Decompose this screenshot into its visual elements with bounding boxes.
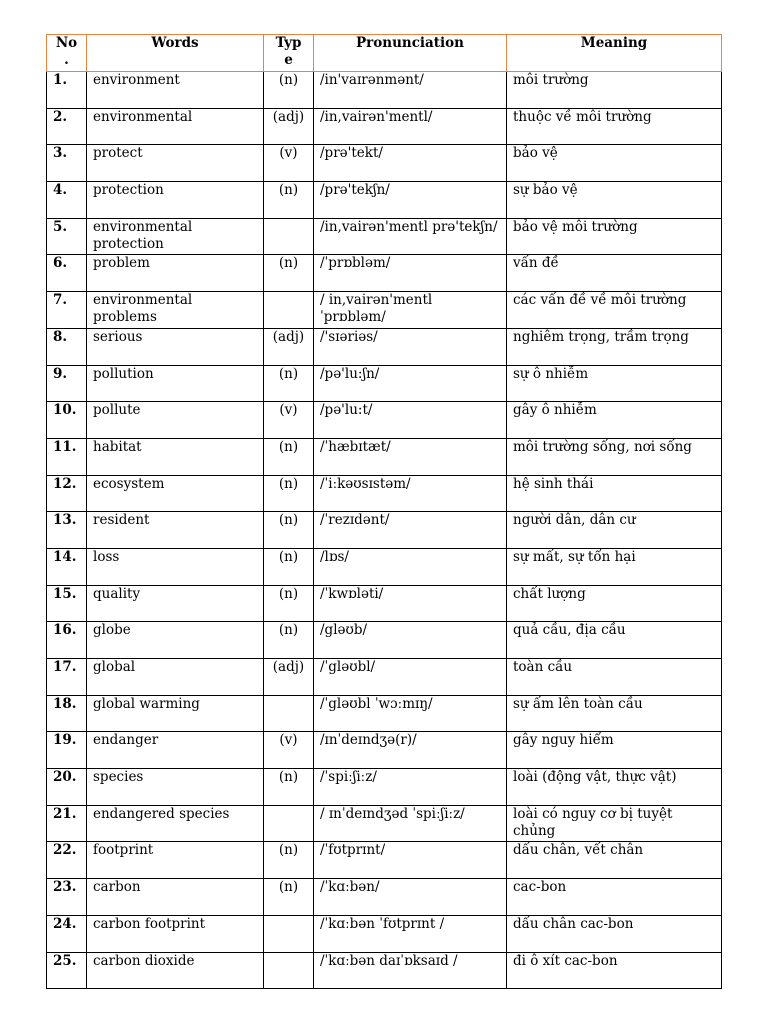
- word-cell: environmental: [87, 108, 264, 145]
- type-cell: (adj): [264, 108, 314, 145]
- meaning-cell: nghiêm trọng, trầm trọng: [507, 328, 722, 365]
- type-cell: (n): [264, 622, 314, 659]
- word-cell: environmental protection: [87, 218, 264, 255]
- table-row: [47, 548, 722, 585]
- word-cell: environment: [87, 72, 264, 109]
- type-cell: (n): [264, 475, 314, 512]
- vocabulary-table: [46, 34, 722, 989]
- type-cell: (n): [264, 548, 314, 585]
- table-row: [47, 438, 722, 475]
- table-header: [47, 35, 722, 72]
- meaning-cell: quả cầu, địa cầu: [507, 622, 722, 659]
- row-number: 16.: [47, 622, 87, 659]
- word-cell: ecosystem: [87, 475, 264, 512]
- pronunciation-cell: /pə'lu:ʃn/: [314, 365, 507, 402]
- type-cell: [264, 292, 314, 329]
- pronunciation-cell: /ˈkɑːbən daɪˈɒksaɪd /: [314, 952, 507, 989]
- table-row: [47, 695, 722, 732]
- row-number: 2.: [47, 108, 87, 145]
- row-number: 23.: [47, 879, 87, 916]
- pronunciation-cell: /'sɪəriəs/: [314, 328, 507, 365]
- meaning-cell: môi trường: [507, 72, 722, 109]
- word-cell: pollute: [87, 402, 264, 439]
- header-words: Words: [87, 35, 264, 72]
- meaning-cell: gây ô nhiễm: [507, 402, 722, 439]
- word-cell: endanger: [87, 732, 264, 769]
- row-number: 6.: [47, 255, 87, 292]
- meaning-cell: sự mất, sự tổn hại: [507, 548, 722, 585]
- pronunciation-cell: / ɪnˈdeɪndʒəd ˈspiːʃiːz/: [314, 805, 507, 842]
- table-row: [47, 182, 722, 219]
- table-row: [47, 805, 722, 842]
- word-cell: habitat: [87, 438, 264, 475]
- meaning-cell: vấn đề: [507, 255, 722, 292]
- table-row: [47, 732, 722, 769]
- row-number: 19.: [47, 732, 87, 769]
- type-cell: (n): [264, 255, 314, 292]
- type-cell: (n): [264, 438, 314, 475]
- table-row: [47, 72, 722, 109]
- row-number: 11.: [47, 438, 87, 475]
- table-row: [47, 659, 722, 696]
- row-number: 5.: [47, 218, 87, 255]
- meaning-cell: môi trường sống, nơi sống: [507, 438, 722, 475]
- type-cell: [264, 952, 314, 989]
- word-cell: serious: [87, 328, 264, 365]
- meaning-cell: đi ô xít cac-bon: [507, 952, 722, 989]
- meaning-cell: loài (động vật, thực vật): [507, 769, 722, 806]
- type-cell: (n): [264, 512, 314, 549]
- word-cell: environmental problems: [87, 292, 264, 329]
- pronunciation-cell: /ˈgləʊbl/: [314, 659, 507, 696]
- word-cell: footprint: [87, 842, 264, 879]
- table-row: [47, 842, 722, 879]
- header-row: [47, 35, 722, 72]
- word-cell: species: [87, 769, 264, 806]
- pronunciation-cell: /ˈprɒbləm/: [314, 255, 507, 292]
- type-cell: (n): [264, 879, 314, 916]
- meaning-cell: hệ sinh thái: [507, 475, 722, 512]
- word-cell: problem: [87, 255, 264, 292]
- type-cell: (adj): [264, 659, 314, 696]
- word-cell: carbon dioxide: [87, 952, 264, 989]
- meaning-cell: chất lượng: [507, 585, 722, 622]
- word-cell: endangered species: [87, 805, 264, 842]
- table-row: [47, 622, 722, 659]
- header-no: No .: [47, 35, 87, 72]
- row-number: 17.: [47, 659, 87, 696]
- type-cell: (n): [264, 769, 314, 806]
- table-row: [47, 145, 722, 182]
- type-cell: (n): [264, 585, 314, 622]
- type-cell: [264, 695, 314, 732]
- type-cell: [264, 805, 314, 842]
- pronunciation-cell: /lɒs/: [314, 548, 507, 585]
- word-cell: protect: [87, 145, 264, 182]
- table-row: [47, 108, 722, 145]
- pronunciation-cell: /ˈrezɪdənt/: [314, 512, 507, 549]
- meaning-cell: người dân, dân cư: [507, 512, 722, 549]
- row-number: 4.: [47, 182, 87, 219]
- table-row: [47, 915, 722, 952]
- pronunciation-cell: /ˈfʊtprɪnt/: [314, 842, 507, 879]
- table-body: [47, 72, 722, 989]
- row-number: 25.: [47, 952, 87, 989]
- table-row: [47, 402, 722, 439]
- meaning-cell: các vấn đề về môi trường: [507, 292, 722, 329]
- meaning-cell: dấu chân cac-bon: [507, 915, 722, 952]
- pronunciation-cell: /ˈiːkəʊsɪstəm/: [314, 475, 507, 512]
- meaning-cell: loài có nguy cơ bị tuyệt chủng: [507, 805, 722, 842]
- row-number: 21.: [47, 805, 87, 842]
- meaning-cell: bảo vệ: [507, 145, 722, 182]
- type-cell: (v): [264, 145, 314, 182]
- word-cell: carbon: [87, 879, 264, 916]
- table-row: [47, 769, 722, 806]
- header-meaning: Meaning: [507, 35, 722, 72]
- row-number: 13.: [47, 512, 87, 549]
- row-number: 14.: [47, 548, 87, 585]
- meaning-cell: thuộc về môi trường: [507, 108, 722, 145]
- meaning-cell: gây nguy hiểm: [507, 732, 722, 769]
- table-row: [47, 255, 722, 292]
- row-number: 7.: [47, 292, 87, 329]
- table-row: [47, 328, 722, 365]
- pronunciation-cell: /in'vaɪrənmənt/: [314, 72, 507, 109]
- word-cell: global: [87, 659, 264, 696]
- type-cell: (n): [264, 182, 314, 219]
- word-cell: globe: [87, 622, 264, 659]
- row-number: 10.: [47, 402, 87, 439]
- word-cell: loss: [87, 548, 264, 585]
- table-row: [47, 512, 722, 549]
- table-row: [47, 365, 722, 402]
- table-row: [47, 292, 722, 329]
- pronunciation-cell: /ˈkwɒləti/: [314, 585, 507, 622]
- row-number: 22.: [47, 842, 87, 879]
- pronunciation-cell: /prə'tekʃn/: [314, 182, 507, 219]
- type-cell: (n): [264, 365, 314, 402]
- row-number: 8.: [47, 328, 87, 365]
- pronunciation-cell: /ˈgləʊbl ˈwɔːmɪŋ/: [314, 695, 507, 732]
- word-cell: carbon footprint: [87, 915, 264, 952]
- word-cell: quality: [87, 585, 264, 622]
- meaning-cell: dấu chân, vết chân: [507, 842, 722, 879]
- type-cell: (v): [264, 732, 314, 769]
- meaning-cell: cac-bon: [507, 879, 722, 916]
- row-number: 18.: [47, 695, 87, 732]
- pronunciation-cell: /prə'tekt/: [314, 145, 507, 182]
- header-type: Typ e: [264, 35, 314, 72]
- meaning-cell: sự ô nhiễm: [507, 365, 722, 402]
- type-cell: [264, 915, 314, 952]
- row-number: 20.: [47, 769, 87, 806]
- pronunciation-cell: /ˈkɑːbən/: [314, 879, 507, 916]
- table-row: [47, 879, 722, 916]
- type-cell: [264, 218, 314, 255]
- pronunciation-cell: /ˈkɑːbən ˈfʊtprɪnt /: [314, 915, 507, 952]
- row-number: 1.: [47, 72, 87, 109]
- header-pronunciation: Pronunciation: [314, 35, 507, 72]
- meaning-cell: toàn cầu: [507, 659, 722, 696]
- pronunciation-cell: /ˈhæbɪtæt/: [314, 438, 507, 475]
- meaning-cell: sự ấm lên toàn cầu: [507, 695, 722, 732]
- row-number: 3.: [47, 145, 87, 182]
- meaning-cell: sự bảo vệ: [507, 182, 722, 219]
- word-cell: resident: [87, 512, 264, 549]
- table-row: [47, 585, 722, 622]
- table-row: [47, 952, 722, 989]
- row-number: 9.: [47, 365, 87, 402]
- table-row: [47, 218, 722, 255]
- pronunciation-cell: /pə'lu:t/: [314, 402, 507, 439]
- pronunciation-cell: /ˈspiːʃiːz/: [314, 769, 507, 806]
- pronunciation-cell: / in,vairən'mentl ˈprɒbləm/: [314, 292, 507, 329]
- word-cell: protection: [87, 182, 264, 219]
- type-cell: (n): [264, 842, 314, 879]
- type-cell: (adj): [264, 328, 314, 365]
- pronunciation-cell: /gləʊb/: [314, 622, 507, 659]
- table-row: [47, 475, 722, 512]
- meaning-cell: bảo vệ môi trường: [507, 218, 722, 255]
- pronunciation-cell: /in,vairən'mentl prə'tekʃn/: [314, 218, 507, 255]
- pronunciation-cell: /in,vairən'mentl/: [314, 108, 507, 145]
- type-cell: (v): [264, 402, 314, 439]
- type-cell: (n): [264, 72, 314, 109]
- pronunciation-cell: /ɪnˈdeɪndʒə(r)/: [314, 732, 507, 769]
- row-number: 15.: [47, 585, 87, 622]
- row-number: 12.: [47, 475, 87, 512]
- word-cell: global warming: [87, 695, 264, 732]
- word-cell: pollution: [87, 365, 264, 402]
- row-number: 24.: [47, 915, 87, 952]
